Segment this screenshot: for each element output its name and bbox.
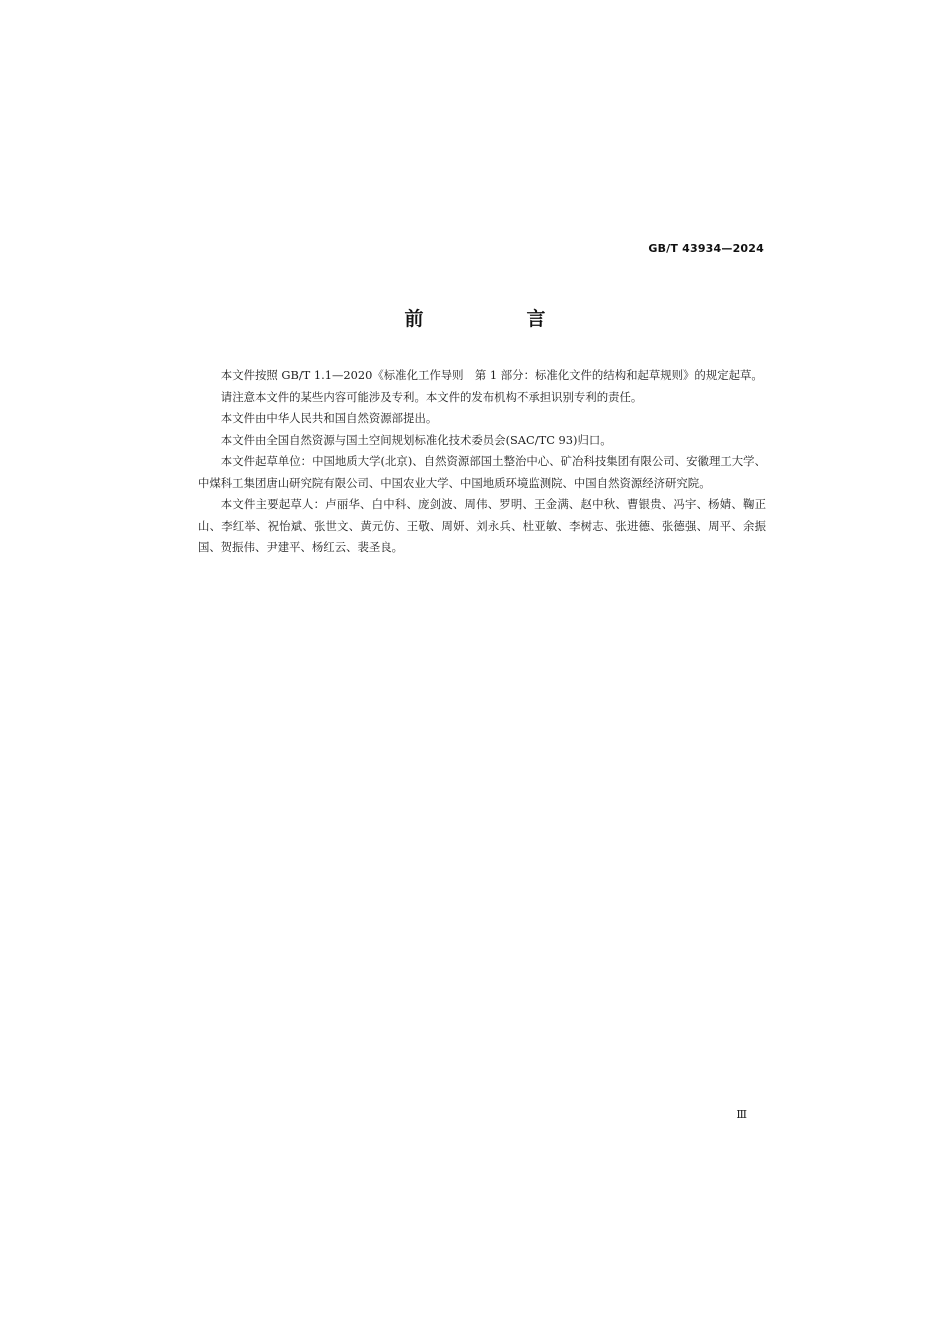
paragraph-drafting-units: 本文件起草单位：中国地质大学(北京)、自然资源部国土整治中心、矿冶科技集团有限公司、安徽理工大学、中煤科工集团唐山研究院有限公司、中国农业大学、中国地质环境监测院、中国自然资源经济研究院。 <box>198 454 766 490</box>
paragraph-patent-notice: 请注意本文件的某些内容可能涉及专利。本文件的发布机构不承担识别专利的责任。 <box>220 389 643 404</box>
paragraph-committee: 本文件由全国自然资源与国土空间规划标准化技术委员会(SAC/TC 93)归口。 <box>220 432 612 447</box>
page-title: 前 言 <box>404 308 588 330</box>
paragraph-drafters: 本文件主要起草人：卢丽华、白中科、庞剑波、周伟、罗明、王金满、赵中秋、曹银贵、冯宇、杨婧、鞠正山、李红举、祝怡斌、张世文、黄元仿、王敬、周妍、刘永兵、杜亚敏、李树志、张进德、张德强、周平、余振国、贺振伟、尹建平、杨红云、裴圣良。 <box>198 497 766 554</box>
paragraph-drafting-rules: 本文件按照 GB/T 1.1—2020《标准化工作导则 第 1 部分：标准化文件的结构和起草规则》的规定起草。 <box>220 368 763 382</box>
foreword-body <box>198 365 766 559</box>
standard-code: GB/T 43934—2024 <box>648 242 764 255</box>
paragraph-proposer: 本文件由中华人民共和国自然资源部提出。 <box>220 411 438 425</box>
page-number: Ⅲ <box>736 1108 747 1121</box>
